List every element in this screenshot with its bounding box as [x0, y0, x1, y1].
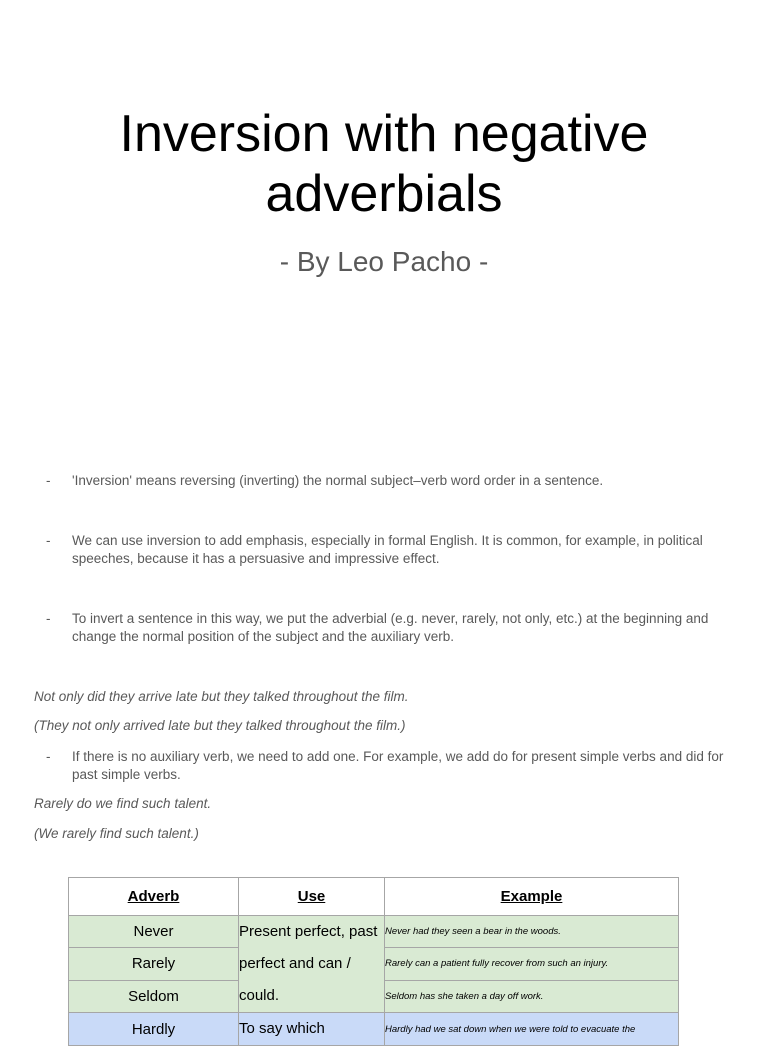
adverb-cell: Seldom [69, 980, 239, 1012]
bullet-marker: - [46, 611, 51, 626]
bullet-text: 'Inversion' means reversing (inverting) the normal subject–verb word order in a sentence. [72, 473, 604, 488]
adverb-cell: Rarely [69, 948, 239, 980]
example-sentence: Rarely do we find such talent. [34, 796, 212, 811]
use-cell: Present perfect, past perfect and can / could. [239, 916, 385, 1013]
bullet-marker: - [46, 473, 51, 488]
example-cell: Rarely can a patient fully recover from such an injury. [385, 948, 679, 980]
example-paraphrase: (We rarely find such talent.) [34, 826, 199, 841]
adverb-cell: Never [69, 916, 239, 948]
bullet-item [46, 472, 736, 490]
header-example: Example [385, 878, 679, 916]
bullet-item [46, 532, 736, 568]
author-subtitle: - By Leo Pacho - [279, 246, 489, 277]
use-cell: To say which [239, 1013, 385, 1046]
adverb-cell: Hardly [69, 1013, 239, 1046]
bullet-text: To invert a sentence in this way, we put the adverbial (e.g. never, rarely, not only, etc.) at the beginning and change the normal position of the subject and the auxiliary verb. [72, 611, 709, 644]
example-cell: Hardly had we sat down when we were told to evacuate the [385, 1013, 679, 1046]
example-sentence: Not only did they arrive late but they talked throughout the film. [34, 689, 409, 704]
bullet-text: If there is no auxiliary verb, we need to add one. For example, we add do for present simple verbs and did for past simple verbs. [72, 749, 724, 782]
bullet-item [46, 610, 736, 646]
bullet-marker: - [46, 749, 51, 764]
header-use: Use [239, 878, 385, 916]
table-row [69, 916, 679, 948]
header-adverb: Adverb [69, 878, 239, 916]
example-paraphrase: (They not only arrived late but they talked throughout the film.) [34, 718, 406, 733]
bullet-item [46, 748, 736, 784]
example-cell: Seldom has she taken a day off work. [385, 980, 679, 1012]
example-cell: Never had they seen a bear in the woods. [385, 916, 679, 948]
bullet-text: We can use inversion to add emphasis, especially in formal English. It is common, for example, in political speeches, because it has a persuasive and impressive effect. [72, 533, 703, 566]
adverbials-table [68, 877, 679, 1046]
table-row [69, 1013, 679, 1046]
document-title: Inversion with negative adverbials [119, 105, 649, 223]
bullet-marker: - [46, 533, 51, 548]
table-header-row [69, 878, 679, 916]
